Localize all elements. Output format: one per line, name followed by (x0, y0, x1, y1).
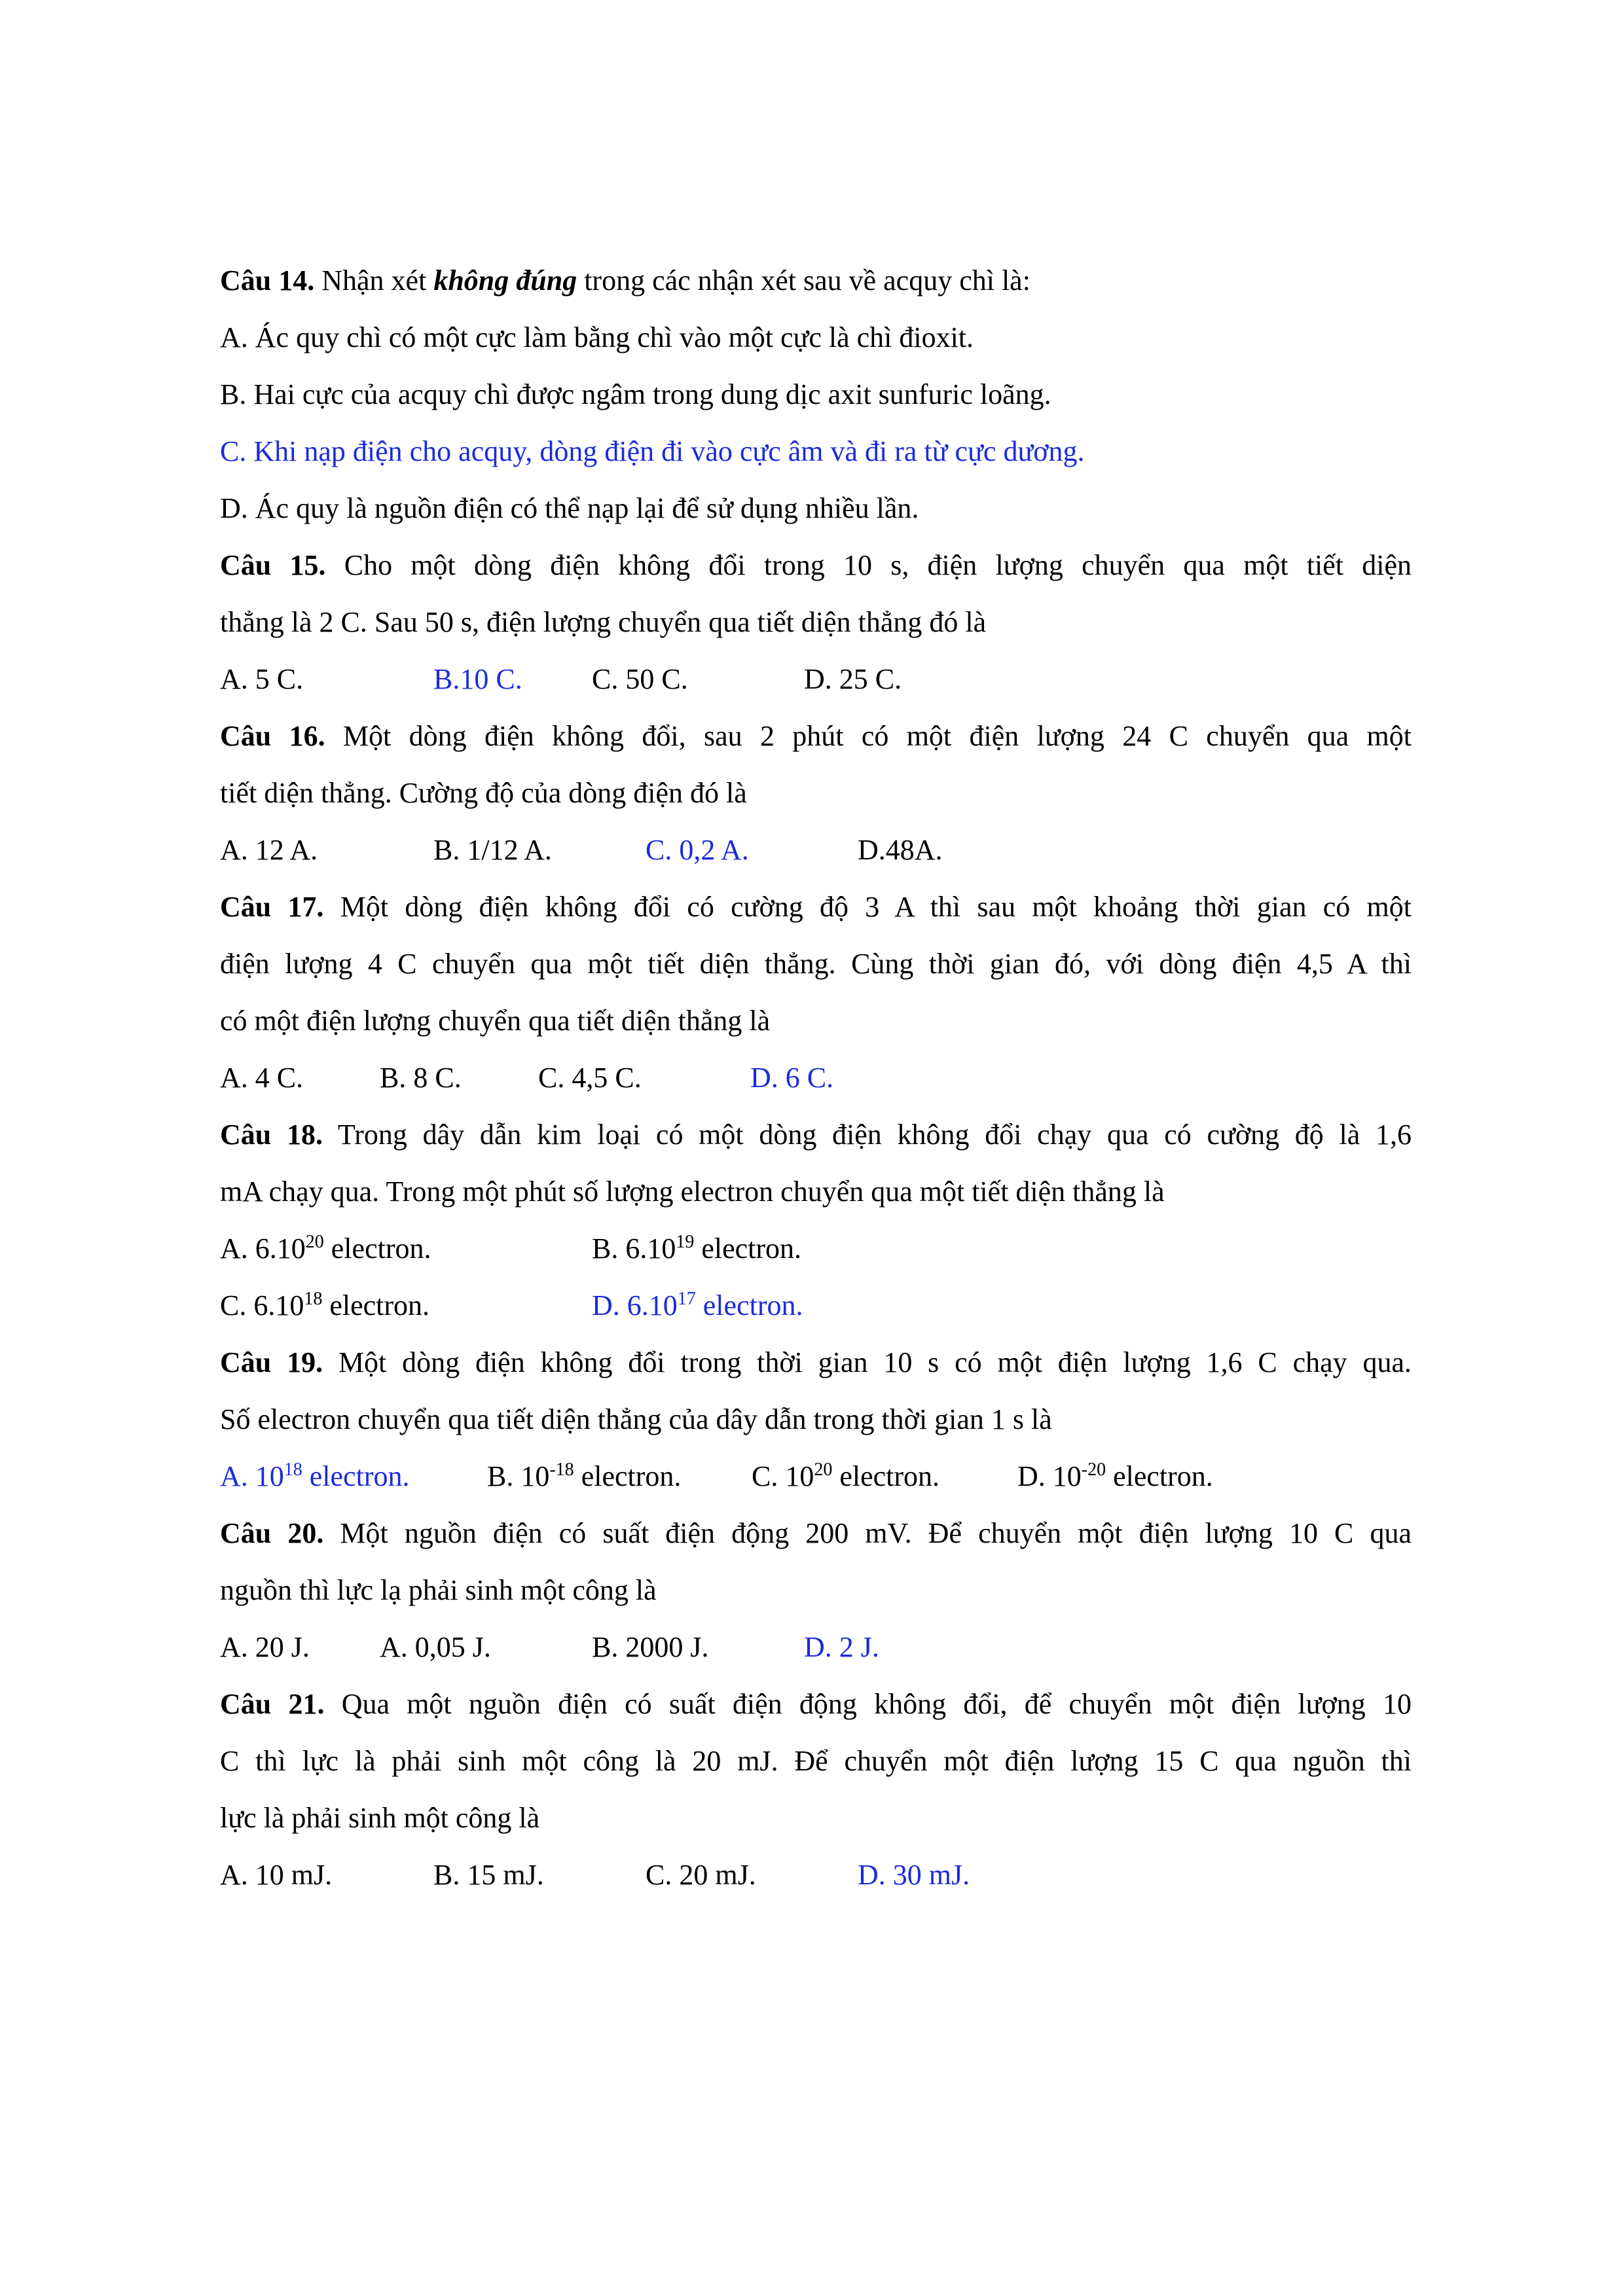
options-row (220, 651, 1412, 708)
stem-text: trong các nhận xét sau về acquy chì là: (584, 264, 1030, 296)
stem-text: Một dòng điện không đổi, sau 2 phút có một điện lượng 24 C chuyển qua một (342, 720, 1412, 752)
answer-option: A. 0,05 J. (380, 1631, 491, 1663)
question-number: Câu 20. (220, 1517, 324, 1549)
stem-text: tiết diện thẳng. Cường độ của dòng điện đó là (220, 777, 747, 809)
answer-option: A. 5 C. (220, 663, 304, 695)
question-number: Câu 19. (220, 1346, 323, 1378)
answer-option: A. 4 C. (220, 1062, 304, 1094)
options-row (220, 821, 1412, 878)
answer-option: D.48A. (858, 834, 943, 866)
question-16-stem (220, 708, 1412, 764)
exponent: -18 (549, 1460, 574, 1480)
stem-text: C thì lực là phải sinh một công là 20 mJ. Để chuyển một điện lượng 15 C qua nguồn thì (220, 1745, 1412, 1777)
answer-option (220, 1277, 429, 1334)
question-number: Câu 18. (220, 1119, 323, 1151)
answer-option-correct (220, 1448, 409, 1505)
answer-option: A. 12 A. (220, 834, 318, 866)
answer-option-correct: D. 6 C. (750, 1062, 834, 1094)
answer-option: D. 25 C. (804, 663, 902, 695)
question-17-stem (220, 878, 1412, 935)
option-base: D. 10 (1017, 1460, 1082, 1492)
option-base: C. 6.10 (220, 1289, 304, 1321)
answer-option: B. Hai cực của acquy chì được ngâm trong dung dịc axit sunfuric loãng. (220, 378, 1051, 410)
answer-option: C. 4,5 C. (538, 1062, 642, 1094)
option-unit: electron. (574, 1460, 682, 1492)
option-unit: electron. (695, 1289, 803, 1321)
answer-option (220, 1220, 431, 1277)
exponent: 17 (677, 1289, 696, 1309)
stem-text: Qua một nguồn điện có suất điện động không đổi, để chuyển một điện lượng 10 (341, 1688, 1412, 1720)
stem-text: lực là phải sinh một công là (220, 1802, 540, 1834)
options-row (220, 1619, 1412, 1676)
document-page (220, 252, 1412, 1903)
exponent: 18 (283, 1460, 302, 1480)
option-unit: electron. (323, 1232, 431, 1265)
option-unit: electron. (832, 1460, 940, 1492)
answer-option: B. 2000 J. (592, 1631, 709, 1663)
stem-emphasis: không đúng (433, 264, 577, 296)
exponent: 18 (304, 1289, 323, 1309)
option-base: C. 10 (752, 1460, 814, 1492)
question-21-stem (220, 1676, 1412, 1732)
answer-option: C. 50 C. (592, 663, 688, 695)
question-number: Câu 14. (220, 264, 315, 296)
answer-option-correct: C. 0,2 A. (646, 834, 749, 866)
answer-option (1017, 1448, 1213, 1505)
answer-option: B. 15 mJ. (433, 1859, 544, 1891)
question-20-stem (220, 1505, 1412, 1562)
stem-text: mA chạy qua. Trong một phút số lượng electron chuyển qua một tiết diện thẳng là (220, 1175, 1165, 1208)
option-base: D. 6.10 (592, 1289, 678, 1321)
question-number: Câu 21. (220, 1688, 325, 1720)
answer-option: A. 20 J. (220, 1631, 310, 1663)
answer-option: B. 8 C. (380, 1062, 462, 1094)
options-row (220, 1049, 1412, 1106)
options-row (220, 1277, 1412, 1334)
question-14-stem (220, 252, 1412, 309)
stem-text: Một nguồn điện có suất điện động 200 mV. Để chuyển một điện lượng 10 C qua (340, 1517, 1412, 1549)
exponent: 20 (814, 1460, 833, 1480)
answer-option: A. 10 mJ. (220, 1859, 333, 1891)
stem-text: Một dòng điện không đổi có cường độ 3 A thì sau một khoảng thời gian có một (340, 891, 1412, 923)
question-18-stem (220, 1106, 1412, 1163)
answer-option: D. Ác quy là nguồn điện có thể nạp lại để sử dụng nhiều lần. (220, 492, 919, 524)
answer-option-correct: D. 30 mJ. (858, 1859, 970, 1891)
options-row (220, 1220, 1412, 1277)
answer-option (752, 1448, 939, 1505)
exponent: -20 (1081, 1460, 1106, 1480)
option-base: A. 10 (220, 1460, 284, 1492)
answer-option-correct: D. 2 J. (804, 1631, 879, 1663)
option-unit: electron. (322, 1289, 430, 1321)
stem-text: có một điện lượng chuyển qua tiết diện thẳng là (220, 1005, 771, 1037)
stem-text: điện lượng 4 C chuyển qua một tiết diện thẳng. Cùng thời gian đó, với dòng điện 4,5 A thì (220, 948, 1412, 980)
options-row (220, 1448, 1412, 1505)
option-base: B. 10 (487, 1460, 550, 1492)
stem-text: Trong dây dẫn kim loại có một dòng điện không đổi chạy qua có cường độ là 1,6 (337, 1119, 1412, 1151)
answer-option: C. 20 mJ. (646, 1859, 756, 1891)
answer-option-correct: B.10 C. (433, 663, 522, 695)
option-unit: electron. (694, 1232, 802, 1265)
question-number: Câu 17. (220, 891, 324, 923)
question-15-stem (220, 537, 1412, 594)
question-19-stem (220, 1334, 1412, 1391)
stem-text: thẳng là 2 C. Sau 50 s, điện lượng chuyển qua tiết diện thẳng đó là (220, 606, 987, 638)
answer-option: B. 1/12 A. (433, 834, 552, 866)
options-row (220, 1846, 1412, 1903)
answer-option (487, 1448, 681, 1505)
answer-option (592, 1220, 801, 1277)
answer-option-correct: C. Khi nạp điện cho acquy, dòng điện đi vào cực âm và đi ra từ cực dương. (220, 435, 1085, 467)
stem-text: nguồn thì lực lạ phải sinh một công là (220, 1574, 657, 1606)
option-unit: electron. (1106, 1460, 1213, 1492)
stem-text: Số electron chuyển qua tiết diện thẳng của dây dẫn trong thời gian 1 s là (220, 1403, 1052, 1435)
option-base: A. 6.10 (220, 1232, 306, 1265)
option-base: B. 6.10 (592, 1232, 676, 1265)
stem-text: Cho một dòng điện không đổi trong 10 s, điện lượng chuyển qua một tiết diện (344, 549, 1412, 581)
question-number: Câu 15. (220, 549, 326, 581)
stem-text: Một dòng điện không đổi trong thời gian 10 s có một điện lượng 1,6 C chạy qua. (338, 1346, 1412, 1378)
answer-option: A. Ác quy chì có một cực làm bằng chì vào một cực là chì đioxit. (220, 321, 974, 353)
option-unit: electron. (302, 1460, 410, 1492)
answer-option-correct (592, 1277, 803, 1334)
exponent: 19 (676, 1232, 695, 1252)
question-number: Câu 16. (220, 720, 325, 752)
exponent: 20 (305, 1232, 324, 1252)
stem-text: Nhận xét (321, 264, 427, 296)
